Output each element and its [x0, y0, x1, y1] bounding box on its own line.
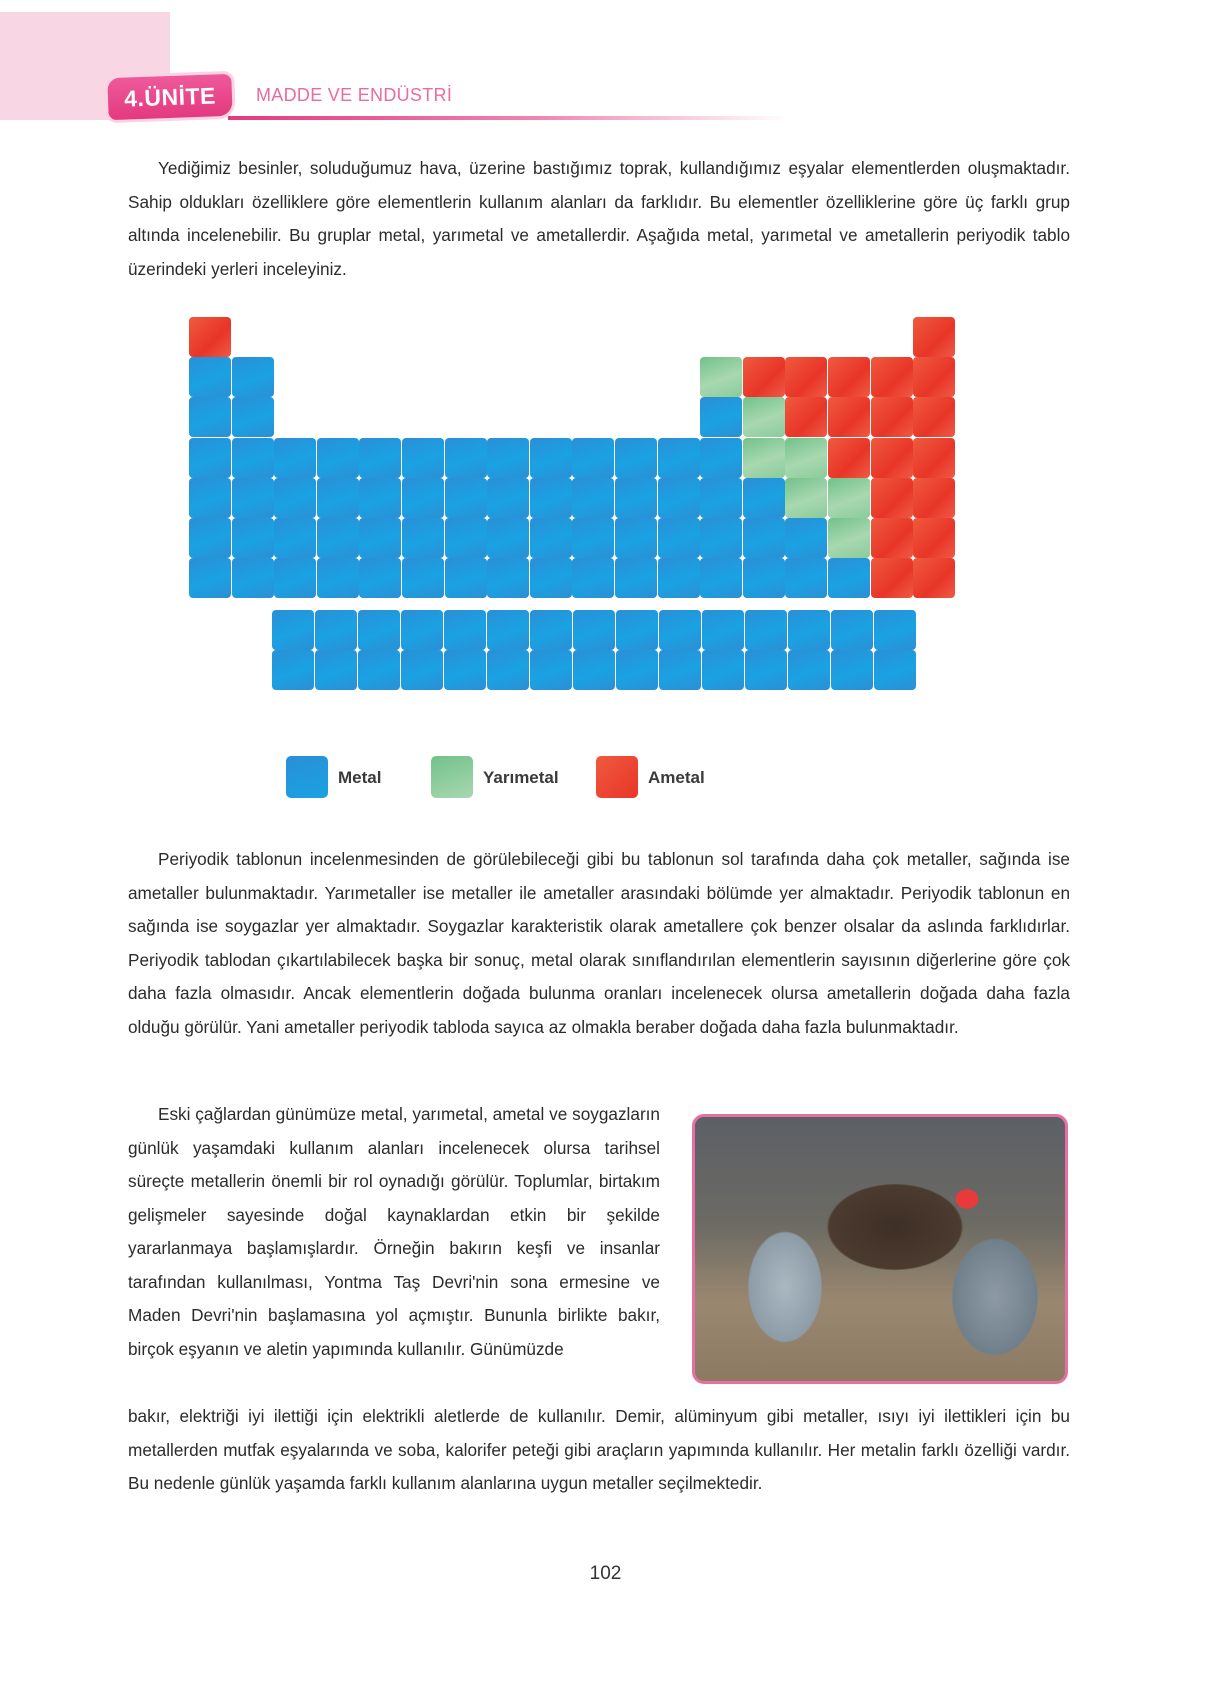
legend-label-semimetal: Yarımetal — [483, 768, 559, 787]
nonmetal-cell — [828, 397, 870, 437]
page-number: 102 — [589, 1563, 622, 1584]
metal-cell — [445, 478, 487, 518]
metal-cell — [572, 518, 614, 558]
unit-badge: 4.ÜNİTE — [107, 74, 232, 120]
f-block-metal-cell — [831, 610, 873, 650]
legend-swatch-nonmetal — [596, 756, 638, 798]
metal-cell — [445, 438, 487, 478]
metal-cell — [274, 438, 316, 478]
nonmetal-cell — [871, 357, 913, 397]
metal-cell — [274, 558, 316, 598]
metal-cell — [445, 518, 487, 558]
f-block-metal-cell — [358, 610, 400, 650]
metal-cell — [700, 478, 742, 518]
intro-text: Yediğimiz besinler, soluduğumuz hava, üzerine bastığımız toprak, kullandığımız eşyalar elementlerden oluşmaktadır. Sahip oldukları özelliklere göre elementlerin kullanım alanları da farklıdır. Bu elementler özelliklerine göre üç farklı grup altında incelenebilir. Bu gruplar metal, yarımetal ve ametallerdir. Aşağıda metal, yarımetal ve ametallerin periyodik tablo üzerindeki yerleri inceleyiniz. — [128, 158, 1070, 279]
f-block-metal-cell — [745, 610, 787, 650]
metal-cell — [615, 438, 657, 478]
metal-cell — [445, 558, 487, 598]
f-block-metal-cell — [616, 650, 658, 690]
metal-cell — [189, 438, 231, 478]
history-text-side: Eski çağlardan günümüze metal, yarımetal, ametal ve soygazların günlük yaşamdaki kullanım alanları incelenecek olursa tarihsel süreçte metallerin önemli bir rol oynadığı görülür. Toplumlar, birtakım gelişmeler sayesinde doğal kaynaklardan etkin bir şekilde yararlanmaya başlamışlardır. Örneğin bakırın keşfi ve insanlar tarafından kullanılması, Yontma Taş Devri'nin sona ermesine ve Maden Devri'nin başlamasına yol açmıştır. Bununla birlikte bakır, birçok eşyanın ve aletin yapımında kullanılır. Günümüzde — [128, 1104, 660, 1359]
semimetal-cell — [743, 438, 785, 478]
metal-cell — [189, 397, 231, 437]
metal-cell — [359, 478, 401, 518]
intro-paragraph — [128, 152, 1070, 286]
metal-cell — [274, 518, 316, 558]
f-block-metal-cell — [831, 650, 873, 690]
metal-cell — [743, 518, 785, 558]
metal-cell — [317, 438, 359, 478]
f-block-metal-cell — [487, 610, 529, 650]
metal-cell — [317, 518, 359, 558]
nonmetal-cell — [871, 558, 913, 598]
nonmetal-cell — [871, 478, 913, 518]
metal-cell — [274, 478, 316, 518]
metal-cell — [743, 558, 785, 598]
metal-cell — [232, 518, 274, 558]
metal-cell — [658, 518, 700, 558]
nonmetal-cell — [913, 317, 955, 357]
f-block-metal-cell — [616, 610, 658, 650]
semimetal-cell — [828, 518, 870, 558]
periodic-table-f-block — [288, 650, 988, 740]
metal-cell — [700, 558, 742, 598]
f-block-metal-cell — [874, 610, 916, 650]
history-text-full: bakır, elektriği iyi ilettiği için elektrikli aletlerde de kullanılır. Demir, alüminyum gibi metaller, ısıyı iyi ilettikleri için bu metallerden mutfak eşyalarında ve soba, kalorifer peteği gibi araçların yapımında kullanılır. Her metalin farklı özelliği vardır. Bu nedenle günlük yaşamda farklı kullanım alanlarına uygun metaller seçilmektedir. — [128, 1406, 1070, 1493]
metal-cell — [359, 438, 401, 478]
history-paragraph-side — [128, 1098, 660, 1366]
metal-cell — [487, 438, 529, 478]
f-block-metal-cell — [788, 650, 830, 690]
f-block-metal-cell — [272, 650, 314, 690]
metal-cell — [189, 478, 231, 518]
metal-cell — [572, 558, 614, 598]
nonmetal-cell — [871, 397, 913, 437]
periodic-table — [200, 337, 1020, 637]
f-block-metal-cell — [573, 610, 615, 650]
metal-cell — [700, 438, 742, 478]
nonmetal-cell — [189, 317, 231, 357]
metal-cell — [530, 518, 572, 558]
metal-cell — [572, 478, 614, 518]
metal-cell — [232, 558, 274, 598]
semimetal-cell — [828, 478, 870, 518]
metal-cell — [402, 478, 444, 518]
legend-label-nonmetal: Ametal — [648, 768, 705, 787]
metal-cell — [572, 438, 614, 478]
metal-cell — [402, 518, 444, 558]
nonmetal-cell — [828, 438, 870, 478]
f-block-metal-cell — [659, 610, 701, 650]
metal-cell — [232, 397, 274, 437]
metal-cell — [615, 558, 657, 598]
nonmetal-cell — [913, 397, 955, 437]
semimetal-cell — [743, 397, 785, 437]
f-block-metal-cell — [315, 650, 357, 690]
legend-swatch-metal — [286, 756, 328, 798]
nonmetal-cell — [913, 478, 955, 518]
metal-cell — [189, 518, 231, 558]
f-block-metal-cell — [444, 650, 486, 690]
metal-cell — [487, 478, 529, 518]
nonmetal-cell — [785, 357, 827, 397]
metal-cell — [402, 438, 444, 478]
analysis-text: Periyodik tablonun incelenmesinden de görülebileceği gibi bu tablonun sol tarafında daha çok metaller, sağında ise ametaller bulunmaktadır. Yarımetaller ise metaller ile ametaller arasındaki bölümde yer almaktadır. Periyodik tablonun en sağında ise soygazlar yer almaktadır. Soygazlar karakteristik olarak ametallere çok benzer olsalar da aslında farklıdırlar. Periyodik tablodan çıkartılabilecek başka bir sonuç, metal olarak sınıflandırılan elementlerin sayısının diğerlerine göre çok daha fazla olmasıdır. Ancak elementlerin doğada bulunma oranları incelenecek olursa ametallerin doğada daha fazla olduğu görülür. Yani ametaller periyodik tabloda sayıca az olmakla beraber doğada daha fazla bulunmaktadır. — [128, 849, 1070, 1037]
metal-cell — [658, 438, 700, 478]
metal-cell — [530, 478, 572, 518]
f-block-metal-cell — [272, 610, 314, 650]
nonmetal-cell — [913, 558, 955, 598]
history-paragraph-full — [128, 1400, 1070, 1501]
metal-cell — [530, 438, 572, 478]
metal-cell — [743, 478, 785, 518]
metal-cell — [785, 558, 827, 598]
analysis-paragraph — [128, 843, 1070, 1044]
metal-cell — [487, 518, 529, 558]
metal-cell — [317, 478, 359, 518]
unit-title: MADDE VE ENDÜSTRİ — [256, 85, 453, 105]
metal-cell — [189, 558, 231, 598]
f-block-metal-cell — [702, 650, 744, 690]
header-divider — [228, 116, 788, 120]
f-block-metal-cell — [487, 650, 529, 690]
f-block-metal-cell — [358, 650, 400, 690]
metal-cell — [828, 558, 870, 598]
semimetal-cell — [700, 357, 742, 397]
metal-cell — [359, 558, 401, 598]
nonmetal-cell — [743, 357, 785, 397]
f-block-metal-cell — [702, 610, 744, 650]
f-block-metal-cell — [401, 650, 443, 690]
legend-label-metal: Metal — [338, 768, 382, 787]
metal-cell — [530, 558, 572, 598]
metal-jugs-photo — [692, 1114, 1068, 1384]
metal-cell — [700, 397, 742, 437]
metal-cell — [785, 518, 827, 558]
metal-cell — [658, 558, 700, 598]
legend — [286, 756, 986, 800]
nonmetal-cell — [785, 397, 827, 437]
f-block-metal-cell — [530, 610, 572, 650]
f-block-metal-cell — [530, 650, 572, 690]
metal-cell — [359, 518, 401, 558]
f-block-metal-cell — [745, 650, 787, 690]
f-block-metal-cell — [659, 650, 701, 690]
metal-cell — [615, 478, 657, 518]
metal-cell — [232, 438, 274, 478]
metal-cell — [189, 357, 231, 397]
semimetal-cell — [785, 438, 827, 478]
metal-cell — [232, 478, 274, 518]
nonmetal-cell — [913, 357, 955, 397]
semimetal-cell — [785, 478, 827, 518]
metal-cell — [487, 558, 529, 598]
f-block-metal-cell — [315, 610, 357, 650]
f-block-metal-cell — [788, 610, 830, 650]
f-block-metal-cell — [401, 610, 443, 650]
metal-cell — [402, 558, 444, 598]
unit-header — [108, 76, 708, 126]
metal-cell — [700, 518, 742, 558]
f-block-metal-cell — [573, 650, 615, 690]
nonmetal-cell — [828, 357, 870, 397]
metal-cell — [317, 558, 359, 598]
metal-cell — [232, 357, 274, 397]
nonmetal-cell — [871, 438, 913, 478]
metal-cell — [658, 478, 700, 518]
nonmetal-cell — [871, 518, 913, 558]
legend-swatch-semimetal — [431, 756, 473, 798]
nonmetal-cell — [913, 518, 955, 558]
f-block-metal-cell — [874, 650, 916, 690]
metal-cell — [615, 518, 657, 558]
f-block-metal-cell — [444, 610, 486, 650]
nonmetal-cell — [913, 438, 955, 478]
